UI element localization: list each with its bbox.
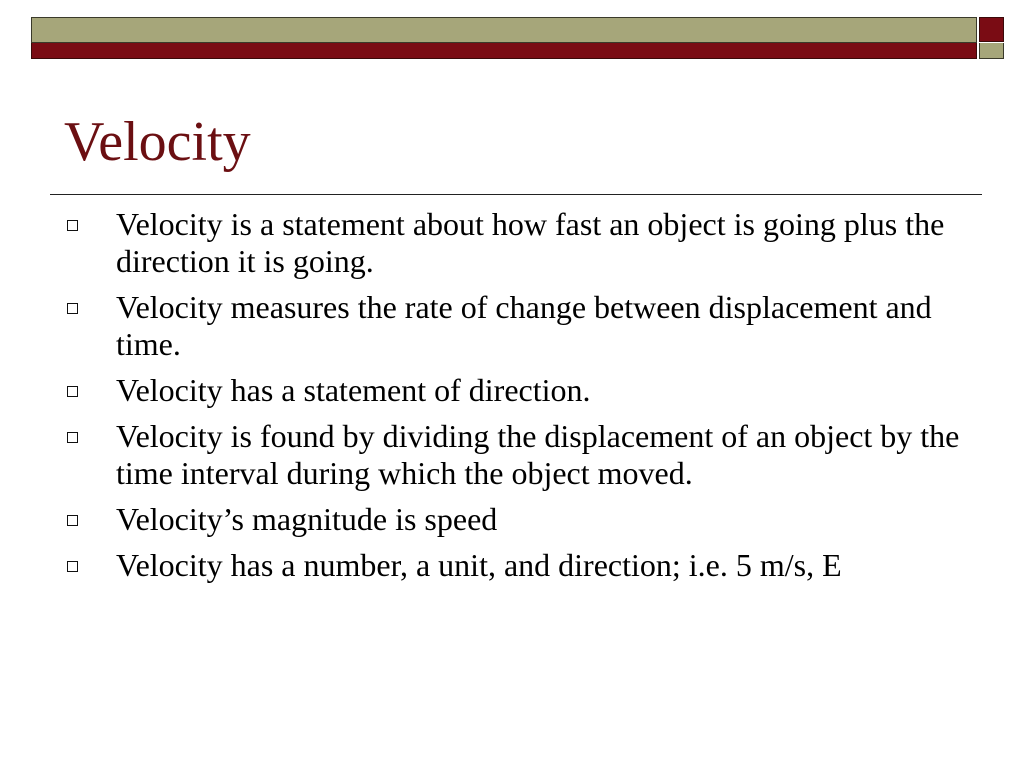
list-item (64, 501, 964, 538)
bullet-text: Velocity has a statement of direction. (116, 372, 591, 408)
hollow-square-bullet-icon (67, 386, 78, 397)
header-corner-square-olive (979, 43, 1004, 59)
bullet-text: Velocity measures the rate of change between displacement and time. (116, 289, 932, 362)
bullet-text: Velocity is a statement about how fast an object is going plus the direction it is going. (116, 206, 945, 279)
hollow-square-bullet-icon (67, 561, 78, 572)
bullet-text: Velocity is found by dividing the displacement of an object by the time interval during which the object moved. (116, 418, 960, 491)
list-item (64, 206, 964, 280)
header-bar-olive (31, 17, 977, 43)
hollow-square-bullet-icon (67, 432, 78, 443)
list-item (64, 418, 964, 492)
header-corner-square-maroon (979, 17, 1004, 42)
hollow-square-bullet-icon (67, 303, 78, 314)
title-divider (50, 194, 982, 195)
hollow-square-bullet-icon (67, 220, 78, 231)
bullet-text: Velocity’s magnitude is speed (116, 501, 498, 537)
list-item (64, 547, 964, 584)
slide-title: Velocity (64, 111, 251, 173)
hollow-square-bullet-icon (67, 515, 78, 526)
bullet-list (64, 206, 964, 593)
bullet-text: Velocity has a number, a unit, and direction; i.e. 5 m/s, E (116, 547, 842, 583)
list-item (64, 289, 964, 363)
list-item (64, 372, 964, 409)
header-bar-maroon (31, 43, 977, 59)
